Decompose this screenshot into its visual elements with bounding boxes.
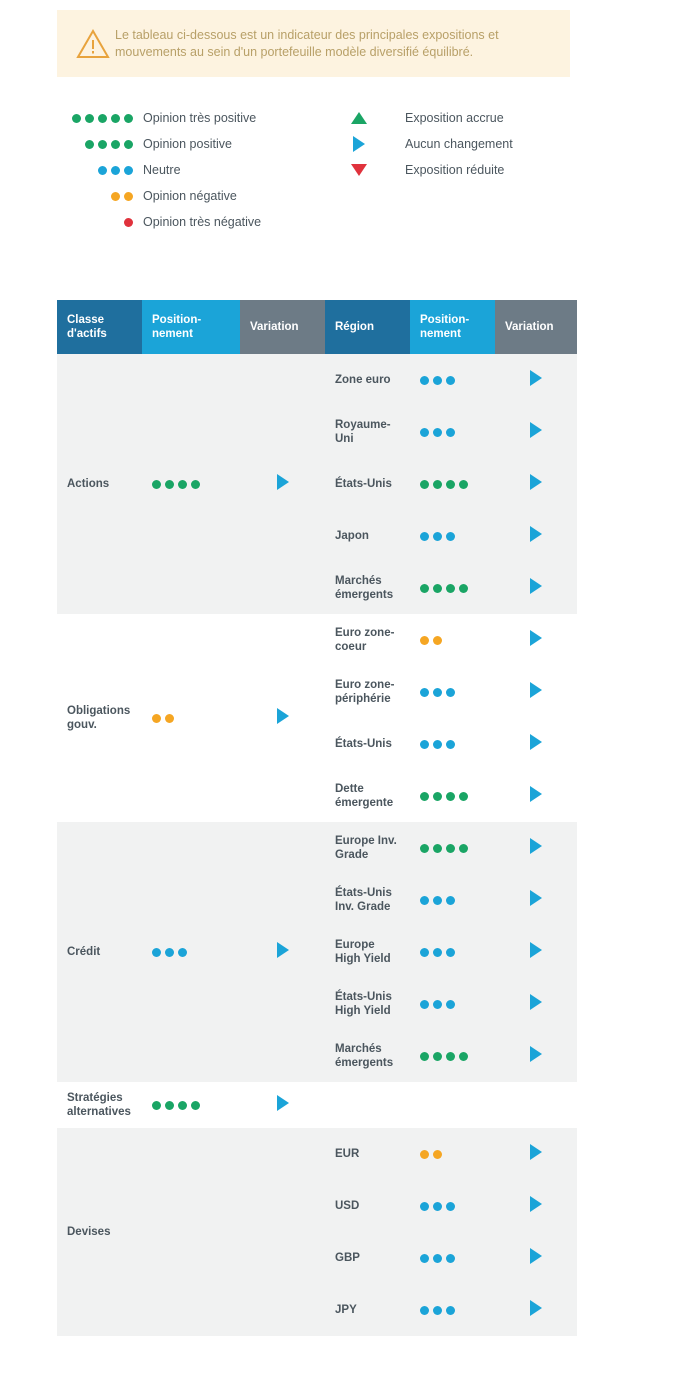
asset-class-label: Actions: [57, 354, 142, 614]
legend-item: [57, 105, 317, 131]
asset-class-label: Stratégies alternatives: [57, 1082, 142, 1128]
region-positioning-dots: [410, 874, 495, 926]
legend-dots-3: [57, 166, 137, 175]
region-positioning-dots: [410, 354, 495, 406]
empty-cell: [240, 1128, 325, 1336]
region-label: Zone euro: [325, 354, 410, 406]
legend-variations: [319, 105, 579, 183]
region-variation-arrow-right-icon: [495, 1128, 577, 1180]
region-positioning-dots: [410, 562, 495, 614]
callout-text: Le tableau ci-dessous est un indicateur des principales expositions et mouvements au sein d'un portefeuille modèle diversifié équilibré.: [115, 27, 499, 59]
legend-label: Exposition accrue: [405, 111, 504, 125]
region-variation-arrow-right-icon: [495, 1180, 577, 1232]
asset-positioning-dots: [142, 822, 240, 1082]
table-row: [57, 822, 577, 874]
col-positioning-2-line1: Position-: [420, 314, 470, 326]
region-variation-arrow-right-icon: [495, 978, 577, 1030]
table-row: [57, 354, 577, 406]
region-positioning-dots: [410, 458, 495, 510]
region-variation-arrow-right-icon: [495, 614, 577, 666]
legend-label: Opinion très négative: [143, 215, 262, 229]
asset-variation-arrow-right-icon: [240, 354, 325, 614]
legend-dots-2: [57, 192, 137, 201]
region-label: JPY: [325, 1284, 410, 1336]
region-variation-arrow-right-icon: [495, 510, 577, 562]
col-region: Région: [325, 300, 410, 354]
region-label: États-Unis High Yield: [325, 978, 410, 1030]
col-asset-class-line1: Classe: [67, 314, 105, 326]
region-positioning-dots: [410, 1030, 495, 1082]
region-variation-arrow-right-icon: [495, 1232, 577, 1284]
table-row: [57, 1128, 577, 1180]
empty-cell: [142, 1128, 240, 1336]
arrow-right-icon: [319, 136, 399, 152]
table-head: [57, 300, 577, 354]
col-positioning-2-line2: nement: [420, 328, 461, 340]
asset-positioning-dots: [142, 614, 240, 822]
positioning-matrix: [57, 300, 577, 1336]
arrow-up-icon: [319, 112, 399, 124]
region-positioning-dots: [410, 510, 495, 562]
legend-dots-1: [57, 218, 137, 227]
asset-class-label: Crédit: [57, 822, 142, 1082]
region-variation-arrow-right-icon: [495, 406, 577, 458]
col-variation-1: Variation: [240, 300, 325, 354]
col-asset-class: [57, 300, 142, 354]
region-variation-arrow-right-icon: [495, 354, 577, 406]
region-positioning-dots: [410, 666, 495, 718]
region-variation-arrow-right-icon: [495, 666, 577, 718]
region-label: Euro zone-périphérie: [325, 666, 410, 718]
region-variation-arrow-right-icon: [495, 874, 577, 926]
col-positioning-1-line1: Position-: [152, 314, 202, 326]
region-positioning-dots: [410, 718, 495, 770]
region-variation-arrow-right-icon: [495, 1030, 577, 1082]
region-positioning-dots: [410, 406, 495, 458]
warning-triangle-icon: [71, 29, 115, 59]
region-variation-arrow-right-icon: [495, 458, 577, 510]
col-positioning-2: [410, 300, 495, 354]
region-positioning-dots: [410, 926, 495, 978]
region-variation-arrow-right-icon: [495, 562, 577, 614]
asset-variation-arrow-right-icon: [240, 614, 325, 822]
region-positioning-dots: [410, 978, 495, 1030]
region-label: USD: [325, 1180, 410, 1232]
region-positioning-dots: [410, 822, 495, 874]
legend-label: Opinion négative: [143, 189, 237, 203]
region-positioning-dots: [410, 1232, 495, 1284]
legend-label: Opinion positive: [143, 137, 232, 151]
asset-variation-arrow-right-icon: [240, 822, 325, 1082]
region-positioning-dots: [410, 770, 495, 822]
region-label: États-Unis: [325, 458, 410, 510]
region-positioning-dots: [410, 1128, 495, 1180]
region-positioning-dots: [410, 1180, 495, 1232]
asset-variation-arrow-right-icon: [240, 1082, 325, 1128]
legend-label: Aucun changement: [405, 137, 513, 151]
legend-label: Exposition réduite: [405, 163, 505, 177]
region-variation-arrow-right-icon: [495, 718, 577, 770]
region-variation-arrow-right-icon: [495, 822, 577, 874]
info-callout: [57, 10, 570, 77]
legend-item: [57, 157, 317, 183]
region-label: EUR: [325, 1128, 410, 1180]
legend-dots-5: [57, 114, 137, 123]
region-positioning-dots: [410, 614, 495, 666]
region-label: Europe Inv. Grade: [325, 822, 410, 874]
region-label: GBP: [325, 1232, 410, 1284]
asset-positioning-dots: [142, 354, 240, 614]
legend-opinions: [57, 105, 317, 235]
table-body: [57, 354, 577, 1336]
region-variation-arrow-right-icon: [495, 770, 577, 822]
arrow-down-icon: [319, 164, 399, 176]
legend-item: [57, 183, 317, 209]
col-positioning-1-line2: nement: [152, 328, 193, 340]
region-label: États-Unis Inv. Grade: [325, 874, 410, 926]
legend-item: [57, 209, 317, 235]
region-label: Royaume-Uni: [325, 406, 410, 458]
legend-item: [319, 131, 579, 157]
region-variation-arrow-right-icon: [495, 1284, 577, 1336]
region-label: Marchés émergents: [325, 562, 410, 614]
region-label: Euro zone-coeur: [325, 614, 410, 666]
region-label: Dette émergente: [325, 770, 410, 822]
empty-cell: [495, 1082, 577, 1128]
header-row: [57, 300, 577, 354]
empty-cell: [325, 1082, 410, 1128]
legend-item: [319, 157, 579, 183]
table-row: [57, 1082, 577, 1128]
region-label: États-Unis: [325, 718, 410, 770]
region-positioning-dots: [410, 1284, 495, 1336]
region-variation-arrow-right-icon: [495, 926, 577, 978]
legend-label: Opinion très positive: [143, 111, 257, 125]
asset-class-label: Devises: [57, 1128, 142, 1336]
asset-class-label: Obligations gouv.: [57, 614, 142, 822]
region-label: Marchés émergents: [325, 1030, 410, 1082]
table-row: [57, 614, 577, 666]
legend-label: Neutre: [143, 163, 181, 177]
col-variation-2: Variation: [495, 300, 577, 354]
matrix-table: [57, 300, 577, 1336]
legend-item: [57, 131, 317, 157]
region-label: Japon: [325, 510, 410, 562]
region-label: Europe High Yield: [325, 926, 410, 978]
legend-dots-4: [57, 140, 137, 149]
empty-cell: [410, 1082, 495, 1128]
asset-positioning-dots: [142, 1082, 240, 1128]
col-positioning-1: [142, 300, 240, 354]
col-asset-class-line2: d'actifs: [67, 328, 107, 340]
legend-item: [319, 105, 579, 131]
